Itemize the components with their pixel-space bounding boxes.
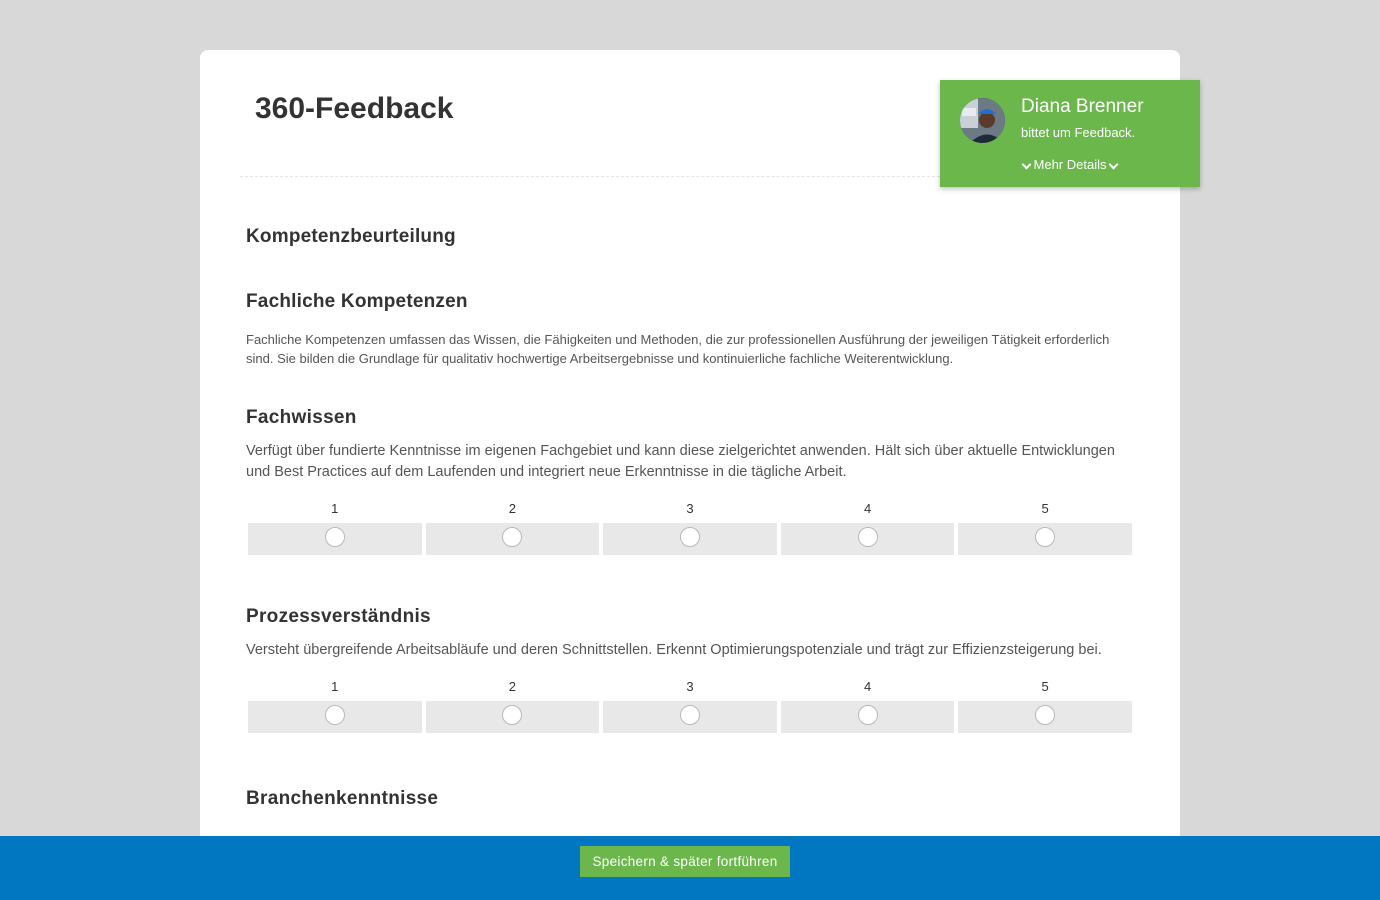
radio-button[interactable]	[1035, 705, 1055, 725]
avatar-image	[960, 98, 1005, 143]
requester-card	[940, 80, 1200, 187]
rating-option-1[interactable]	[248, 677, 422, 733]
rating-label: 2	[508, 679, 516, 694]
rating-scale	[246, 677, 1134, 733]
section-title-fachliche-kompetenzen: Fachliche Kompetenzen	[246, 291, 468, 312]
radio-button[interactable]	[502, 527, 522, 547]
question-description: Verfügt über fundierte Kenntnisse im eigenen Fachgebiet und kann diese zielgerichtet anwenden. Hält sich über aktuelle Entwicklungen und Best Practices auf dem Laufenden und integriert neue Erkenntnisse in die tägliche Arbeit.	[246, 443, 1115, 480]
question-title: Branchenkenntnisse	[246, 788, 439, 809]
title-divider	[240, 176, 960, 177]
rating-box[interactable]	[958, 701, 1132, 733]
avatar	[960, 98, 1005, 143]
rating-box[interactable]	[781, 523, 955, 555]
save-and-continue-later-button[interactable]: Speichern & später fortführen	[580, 846, 790, 877]
radio-button[interactable]	[680, 527, 700, 547]
rating-option-3[interactable]	[603, 677, 777, 733]
rating-label: 4	[863, 679, 872, 694]
chevron-down-icon	[1021, 159, 1031, 169]
radio-button[interactable]	[502, 705, 522, 725]
rating-option-4[interactable]	[781, 677, 955, 733]
rating-label: 1	[331, 679, 339, 694]
page-title: 360-Feedback	[255, 92, 454, 125]
radio-button[interactable]	[325, 705, 345, 725]
rating-label: 1	[331, 501, 339, 516]
radio-button[interactable]	[1035, 527, 1055, 547]
radio-button[interactable]	[680, 705, 700, 725]
rating-scale	[246, 499, 1134, 555]
rating-option-5[interactable]	[958, 677, 1132, 733]
rating-label: 2	[508, 501, 516, 516]
question-fachwissen	[246, 407, 1134, 555]
form-content	[246, 222, 1134, 810]
radio-button[interactable]	[858, 705, 878, 725]
rating-box[interactable]	[781, 701, 955, 733]
radio-button[interactable]	[858, 527, 878, 547]
rating-option-3[interactable]	[603, 499, 777, 555]
rating-option-2[interactable]	[426, 499, 600, 555]
rating-option-1[interactable]	[248, 499, 422, 555]
rating-label: 5	[1041, 679, 1049, 694]
requester-subtitle: bittet um Feedback.	[1021, 125, 1136, 140]
question-description: Versteht übergreifende Arbeitsabläufe und deren Schnittstellen. Erkennt Optimierungspotenziale und trägt zur Effizienzsteigerung bei.	[246, 642, 1102, 658]
rating-label: 5	[1041, 501, 1049, 516]
rating-option-5[interactable]	[958, 499, 1132, 555]
rating-option-4[interactable]	[781, 499, 955, 555]
rating-label: 3	[686, 679, 694, 694]
question-title: Prozessverständnis	[246, 606, 431, 627]
section-description: Fachliche Kompetenzen umfassen das Wissen, die Fähigkeiten und Methoden, die zur professionellen Ausführung der jeweiligen Tätigkeit erforderlich sind. Sie bilden die Grundlage für qualitativ hochwertige Arbeitsergebnisse und kontinuierliche fachliche Weiterentwicklung.	[246, 332, 1110, 366]
requester-name: Diana Brenner	[1021, 96, 1144, 117]
rating-label: 3	[686, 501, 694, 516]
rating-box[interactable]	[248, 523, 422, 555]
chevron-down-icon	[1109, 159, 1119, 169]
radio-button[interactable]	[325, 527, 345, 547]
rating-box[interactable]	[248, 701, 422, 733]
question-branchenkenntnisse	[246, 788, 1134, 810]
rating-box[interactable]	[603, 523, 777, 555]
question-title: Fachwissen	[246, 407, 357, 428]
rating-label: 4	[863, 501, 872, 516]
question-prozessverstaendnis	[246, 606, 1134, 733]
more-details-label: Mehr Details	[1033, 157, 1107, 172]
rating-box[interactable]	[958, 523, 1132, 555]
rating-box[interactable]	[603, 701, 777, 733]
rating-option-2[interactable]	[426, 677, 600, 733]
section-title-kompetenzbeurteilung: Kompetenzbeurteilung	[246, 226, 456, 247]
rating-box[interactable]	[426, 701, 600, 733]
bottom-action-bar	[0, 836, 1380, 900]
rating-box[interactable]	[426, 523, 600, 555]
more-details-toggle[interactable]	[940, 157, 1200, 172]
